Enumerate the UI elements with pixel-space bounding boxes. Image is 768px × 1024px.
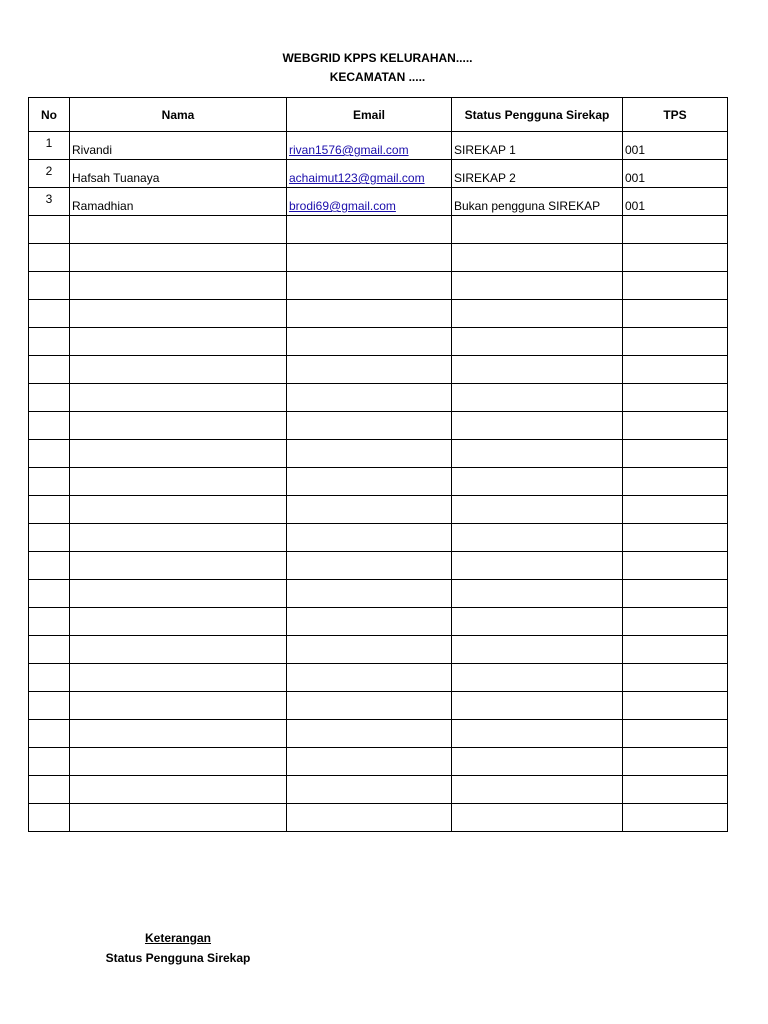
cell-email: [287, 720, 452, 748]
cell-tps: [623, 440, 728, 468]
cell-email: [287, 608, 452, 636]
cell-tps: [623, 636, 728, 664]
cell-nama: [70, 216, 287, 244]
webgrid-table: [28, 97, 728, 832]
cell-tps: [623, 608, 728, 636]
cell-tps: [623, 552, 728, 580]
empty-table-row: [29, 552, 728, 580]
cell-nama: [70, 272, 287, 300]
cell-nama: Hafsah Tuanaya: [70, 160, 287, 188]
cell-status: [452, 300, 623, 328]
cell-tps: [623, 804, 728, 832]
empty-table-row: [29, 580, 728, 608]
cell-tps: [623, 692, 728, 720]
cell-email: [287, 692, 452, 720]
cell-nama: [70, 356, 287, 384]
cell-no: [29, 580, 70, 608]
empty-table-row: [29, 384, 728, 412]
empty-table-row: [29, 776, 728, 804]
empty-table-row: [29, 496, 728, 524]
empty-table-row: [29, 300, 728, 328]
empty-table-row: [29, 720, 728, 748]
cell-nama: [70, 496, 287, 524]
cell-nama: [70, 776, 287, 804]
header-tps: TPS: [623, 98, 728, 132]
cell-email: [287, 552, 452, 580]
legend-subtitle: Status Pengguna Sirekap: [105, 951, 251, 965]
cell-nama: [70, 552, 287, 580]
cell-status: [452, 496, 623, 524]
cell-email: [287, 160, 452, 188]
empty-table-row: [29, 636, 728, 664]
cell-status: [452, 272, 623, 300]
cell-status: [452, 468, 623, 496]
cell-email: [287, 776, 452, 804]
cell-status: [452, 244, 623, 272]
cell-email: [287, 748, 452, 776]
cell-status: [452, 608, 623, 636]
cell-email: [287, 300, 452, 328]
cell-email: [287, 804, 452, 832]
cell-tps: [623, 272, 728, 300]
cell-status: [452, 328, 623, 356]
cell-tps: [623, 580, 728, 608]
cell-email: [287, 440, 452, 468]
cell-nama: [70, 636, 287, 664]
header-nama: Nama: [70, 98, 287, 132]
cell-tps: [623, 328, 728, 356]
empty-table-row: [29, 804, 728, 832]
empty-table-row: [29, 272, 728, 300]
cell-tps: 001: [623, 132, 728, 160]
empty-table-row: [29, 468, 728, 496]
cell-no: [29, 636, 70, 664]
header-status: Status Pengguna Sirekap: [452, 98, 623, 132]
cell-status: [452, 384, 623, 412]
cell-no: [29, 692, 70, 720]
cell-status: Bukan pengguna SIREKAP: [452, 188, 623, 216]
cell-tps: [623, 720, 728, 748]
cell-status: [452, 664, 623, 692]
empty-table-row: [29, 440, 728, 468]
cell-no: [29, 216, 70, 244]
cell-nama: Rivandi: [70, 132, 287, 160]
cell-no: [29, 328, 70, 356]
cell-nama: [70, 692, 287, 720]
empty-table-row: [29, 412, 728, 440]
cell-email: [287, 328, 452, 356]
cell-email: [287, 188, 452, 216]
cell-email: [287, 580, 452, 608]
document-subtitle: KECAMATAN .....: [329, 70, 426, 84]
table-row: [29, 160, 728, 188]
cell-no: [29, 664, 70, 692]
legend-title: Keterangan: [144, 931, 212, 945]
cell-status: [452, 552, 623, 580]
cell-tps: [623, 216, 728, 244]
cell-tps: [623, 664, 728, 692]
cell-no: [29, 300, 70, 328]
cell-nama: [70, 412, 287, 440]
cell-nama: [70, 328, 287, 356]
cell-status: [452, 412, 623, 440]
cell-tps: [623, 748, 728, 776]
cell-status: [452, 748, 623, 776]
table-header-row: [29, 98, 728, 132]
cell-email: [287, 468, 452, 496]
cell-no: [29, 468, 70, 496]
cell-tps: [623, 776, 728, 804]
cell-status: SIREKAP 2: [452, 160, 623, 188]
cell-status: [452, 720, 623, 748]
cell-nama: [70, 720, 287, 748]
cell-status: [452, 216, 623, 244]
cell-no: [29, 272, 70, 300]
cell-tps: [623, 384, 728, 412]
cell-nama: Ramadhian: [70, 188, 287, 216]
cell-no: [29, 244, 70, 272]
email-link[interactable]: achaimut123@gmail.com: [289, 171, 425, 185]
cell-email: [287, 496, 452, 524]
cell-no: [29, 776, 70, 804]
cell-email: [287, 524, 452, 552]
cell-tps: [623, 356, 728, 384]
empty-table-row: [29, 356, 728, 384]
empty-table-row: [29, 692, 728, 720]
cell-status: SIREKAP 1: [452, 132, 623, 160]
cell-nama: [70, 804, 287, 832]
table-row: [29, 188, 728, 216]
empty-table-row: [29, 524, 728, 552]
cell-nama: [70, 244, 287, 272]
cell-tps: [623, 524, 728, 552]
cell-email: [287, 384, 452, 412]
cell-no: [29, 748, 70, 776]
table-row: [29, 132, 728, 160]
cell-nama: [70, 524, 287, 552]
cell-no: [29, 552, 70, 580]
cell-tps: [623, 412, 728, 440]
cell-nama: [70, 468, 287, 496]
cell-nama: [70, 580, 287, 608]
cell-no: 3: [29, 188, 70, 216]
cell-no: [29, 496, 70, 524]
empty-table-row: [29, 664, 728, 692]
cell-email: [287, 356, 452, 384]
cell-no: [29, 412, 70, 440]
cell-nama: [70, 608, 287, 636]
empty-table-row: [29, 216, 728, 244]
email-link[interactable]: rivan1576@gmail.com: [289, 143, 409, 157]
cell-no: [29, 804, 70, 832]
cell-nama: [70, 300, 287, 328]
cell-email: [287, 132, 452, 160]
cell-no: 1: [29, 132, 70, 160]
cell-no: [29, 356, 70, 384]
cell-status: [452, 636, 623, 664]
cell-nama: [70, 748, 287, 776]
cell-email: [287, 412, 452, 440]
cell-tps: [623, 496, 728, 524]
cell-status: [452, 440, 623, 468]
cell-no: 2: [29, 160, 70, 188]
document-title: WEBGRID KPPS KELURAHAN.....: [282, 51, 473, 65]
cell-tps: [623, 244, 728, 272]
cell-no: [29, 608, 70, 636]
cell-nama: [70, 440, 287, 468]
cell-status: [452, 692, 623, 720]
empty-table-row: [29, 244, 728, 272]
cell-no: [29, 524, 70, 552]
cell-tps: [623, 468, 728, 496]
email-link[interactable]: brodi69@gmail.com: [289, 199, 396, 213]
cell-status: [452, 776, 623, 804]
cell-status: [452, 804, 623, 832]
cell-tps: [623, 300, 728, 328]
empty-table-row: [29, 328, 728, 356]
cell-email: [287, 272, 452, 300]
cell-status: [452, 580, 623, 608]
cell-email: [287, 664, 452, 692]
header-email: Email: [287, 98, 452, 132]
cell-no: [29, 384, 70, 412]
cell-nama: [70, 384, 287, 412]
empty-table-row: [29, 608, 728, 636]
cell-email: [287, 636, 452, 664]
cell-status: [452, 356, 623, 384]
cell-nama: [70, 664, 287, 692]
cell-no: [29, 440, 70, 468]
cell-email: [287, 244, 452, 272]
empty-table-row: [29, 748, 728, 776]
cell-status: [452, 524, 623, 552]
cell-no: [29, 720, 70, 748]
cell-tps: 001: [623, 188, 728, 216]
header-no: No: [29, 98, 70, 132]
cell-tps: 001: [623, 160, 728, 188]
cell-email: [287, 216, 452, 244]
